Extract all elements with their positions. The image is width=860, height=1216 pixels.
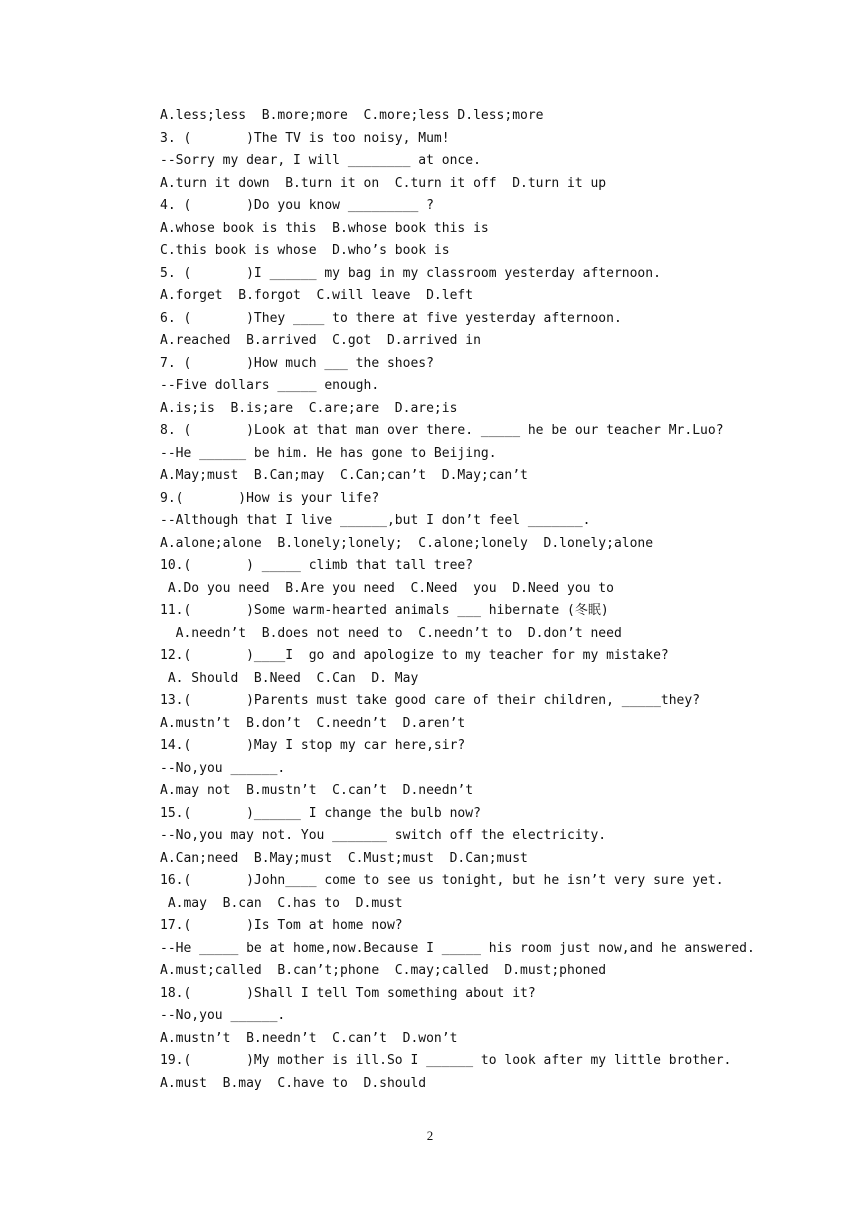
text-line: A.must;called B.can’t;phone C.may;called D.must;phoned [160,963,607,978]
text-line: 13.( )Parents must take good care of their children, _____they? [160,693,701,708]
text-line: A.Can;need B.May;must C.Must;must D.Can;must [160,850,528,866]
text-line: 8. ( )Look at that man over there. _____ he be our teacher Mr.Luo? [160,423,724,438]
text-line: 12.( )____I go and apologize to my teacher for my mistake? [160,648,669,663]
text-line: 18.( )Shall I tell Tom something about it? [160,985,536,1001]
text-line: 7. ( )How much ___ the shoes? [160,355,434,371]
text-line: 5. ( )I ______ my bag in my classroom yesterday afternoon. [160,265,661,281]
text-line: A. Should B.Need C.Can D. May [160,670,419,686]
text-line: C.this book is whose D.who’s book is [160,243,450,258]
text-line: A.turn it down B.turn it on C.turn it off D.turn it up [160,175,607,191]
text-line: 4. ( )Do you know _________ ? [160,198,434,213]
text-line: --Sorry my dear, I will ________ at once. [160,153,481,168]
text-line: --Five dollars _____ enough. [160,378,380,393]
text-line: A.reached B.arrived C.got D.arrived in [160,333,481,348]
text-line: A.may B.can C.has to D.must [160,895,403,911]
text-line: A.less;less B.more;more C.more;less D.less;more [160,108,544,123]
text-line: --He ______ be him. He has gone to Beijing. [160,445,497,461]
text-line: A.forget B.forgot C.will leave D.left [160,288,474,303]
text-line: 14.( )May I stop my car here,sir? [160,738,466,753]
text-line: 11.( )Some warm-hearted animals ___ hibernate (冬眠) [160,603,609,618]
text-line: --No,you ______. [160,760,286,776]
text-line: 9.( )How is your life? [160,490,380,506]
text-line: A.mustn’t B.don’t C.needn’t D.aren’t [160,715,466,731]
text-line: A.alone;alone B.lonely;lonely; C.alone;lonely D.lonely;alone [160,535,654,551]
text-line: A.Do you need B.Are you need C.Need you D.Need you to [160,580,614,596]
text-line: --He _____ be at home,now.Because I _____ his room just now,and he answered. [160,940,755,956]
text-line: 19.( )My mother is ill.So I ______ to look after my little brother. [160,1053,732,1068]
text-line: A.whose book is this B.whose book this is [160,220,489,236]
text-line: A.may not B.mustn’t C.can’t D.needn’t [160,783,474,798]
text-line: A.mustn’t B.needn’t C.can’t D.won’t [160,1030,458,1046]
text-line: 17.( )Is Tom at home now? [160,918,403,933]
text-line: --No,you ______. [160,1008,286,1023]
text-line: A.needn’t B.does not need to C.needn’t to D.don’t need [160,625,622,641]
text-line: 10.( ) _____ climb that tall tree? [160,558,474,573]
text-line: A.May;must B.Can;may C.Can;can’t D.May;can’t [160,468,528,483]
text-line: --Although that I live ______,but I don’t feel _______. [160,513,591,528]
text-line: A.must B.may C.have to D.should [160,1075,427,1091]
page-number: 2 [426,1128,434,1143]
text-line: 3. ( )The TV is too noisy, Mum! [160,130,450,146]
text-line: A.is;is B.is;are C.are;are D.are;is [160,400,458,416]
document-body [160,105,820,1095]
text-line: 15.( )______ I change the bulb now? [160,805,481,821]
text-line: 6. ( )They ____ to there at five yesterday afternoon. [160,310,622,326]
text-line: --No,you may not. You _______ switch off the electricity. [160,828,607,843]
text-line: 16.( )John____ come to see us tonight, but he isn’t very sure yet. [160,873,724,888]
